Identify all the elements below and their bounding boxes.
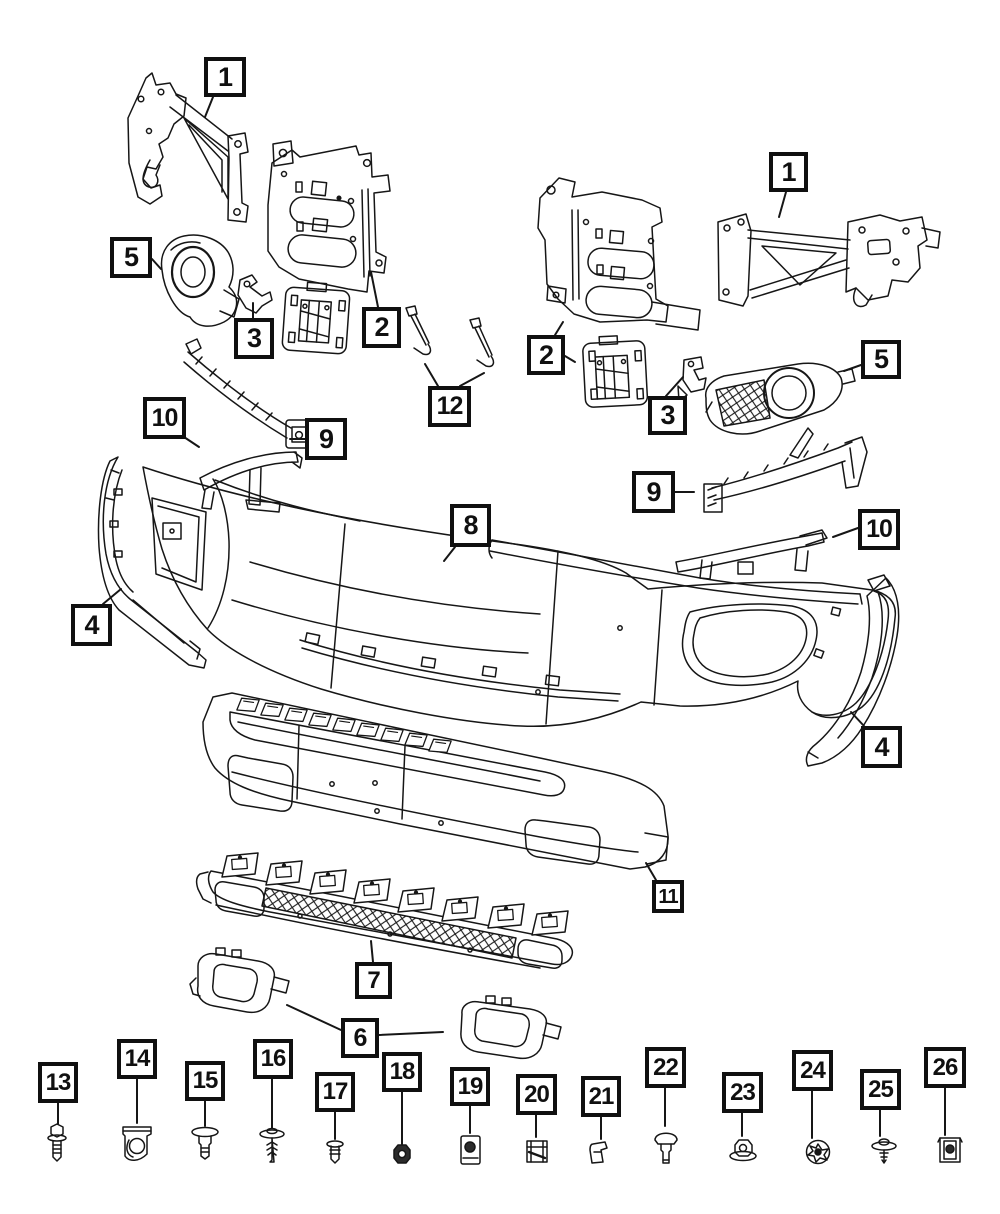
fastener-bolt-13 [48,1124,66,1161]
callout-upper-reinforcement-left[interactable]: 10 [143,397,186,439]
callout-fastener-26[interactable]: 26 [924,1047,966,1088]
fastener-push-pin-16 [260,1129,284,1163]
fastener-push-bolt-22 [655,1133,677,1163]
part-end-cap-left [98,457,206,668]
callout-hook-bolts[interactable]: 12 [428,386,471,427]
callout-mounting-plate-left[interactable]: 2 [362,307,401,348]
callout-support-bracket-left[interactable]: 3 [234,318,274,359]
part-bumper-cover [143,467,895,726]
fastener-push-nut-24 [807,1141,830,1164]
fastener-retainer-17 [327,1141,343,1163]
callout-fastener-19[interactable]: 19 [450,1067,490,1106]
part-lower-fascia [203,693,668,869]
callout-end-cap-left[interactable]: 4 [71,604,112,646]
callout-mounting-plate-right[interactable]: 2 [527,335,565,375]
part-sensor-plate-right [582,334,648,407]
part-headlamp-bracket-right [718,214,940,306]
part-sensor-plate-left [282,281,351,354]
fastener-rivet-15 [192,1128,218,1160]
fastener-screw-washer-25 [872,1139,896,1163]
part-hook-bolts [406,306,493,366]
callout-fastener-21[interactable]: 21 [581,1076,621,1117]
callout-grille-support-right[interactable]: 9 [632,471,675,513]
callout-fastener-20[interactable]: 20 [516,1074,557,1115]
callout-bumper-cover[interactable]: 8 [450,504,491,547]
callout-end-cap-right[interactable]: 4 [861,726,902,768]
fastener-u-nut-14 [123,1127,151,1160]
part-mounting-plate-left [268,141,390,292]
callout-fastener-14[interactable]: 14 [117,1039,157,1079]
callout-fog-bezel-bracket-right[interactable]: 5 [861,340,901,379]
callout-fastener-15[interactable]: 15 [185,1061,225,1101]
callout-fastener-18[interactable]: 18 [382,1052,422,1092]
callout-support-bracket-right[interactable]: 3 [648,396,687,435]
fastener-clip-21 [590,1142,607,1163]
callout-fastener-25[interactable]: 25 [860,1069,901,1110]
callout-fastener-13[interactable]: 13 [38,1062,78,1103]
part-upper-reinforcement-right [676,530,827,579]
part-fog-bezel-left [162,235,239,326]
fastener-nut-18 [394,1145,410,1163]
part-grille-insert [197,853,573,968]
callout-fastener-17[interactable]: 17 [315,1072,355,1112]
callout-headlamp-bracket-left[interactable]: 1 [204,57,246,97]
callout-lower-fascia[interactable]: 11 [652,880,684,913]
part-fog-lamp-bezel-right-lower [461,996,561,1058]
part-mounting-plate-right [538,178,700,330]
callout-fastener-24[interactable]: 24 [792,1050,833,1091]
part-grille-support-right [704,428,867,512]
callout-grille-insert[interactable]: 7 [355,962,392,999]
callout-fastener-22[interactable]: 22 [645,1047,686,1088]
fastener-flange-nut-23 [730,1140,756,1161]
callout-fastener-16[interactable]: 16 [253,1039,293,1079]
callout-headlamp-bracket-right[interactable]: 1 [769,152,808,192]
fastener-clip-19 [461,1136,480,1164]
part-support-bracket-left [238,275,272,313]
callout-upper-reinforcement-right[interactable]: 10 [858,509,900,550]
callout-fog-bezel-bracket-left[interactable]: 5 [110,237,152,278]
callout-fog-lamp-bezels[interactable]: 6 [341,1018,379,1058]
callout-grille-support-left[interactable]: 9 [305,418,347,460]
fastener-u-clip-26 [938,1138,962,1162]
part-fog-lamp-bezel-left-lower [190,948,289,1012]
callout-fastener-23[interactable]: 23 [722,1072,763,1113]
part-fog-bezel-right [706,363,855,434]
fastener-retainer-clip-20 [527,1141,547,1162]
